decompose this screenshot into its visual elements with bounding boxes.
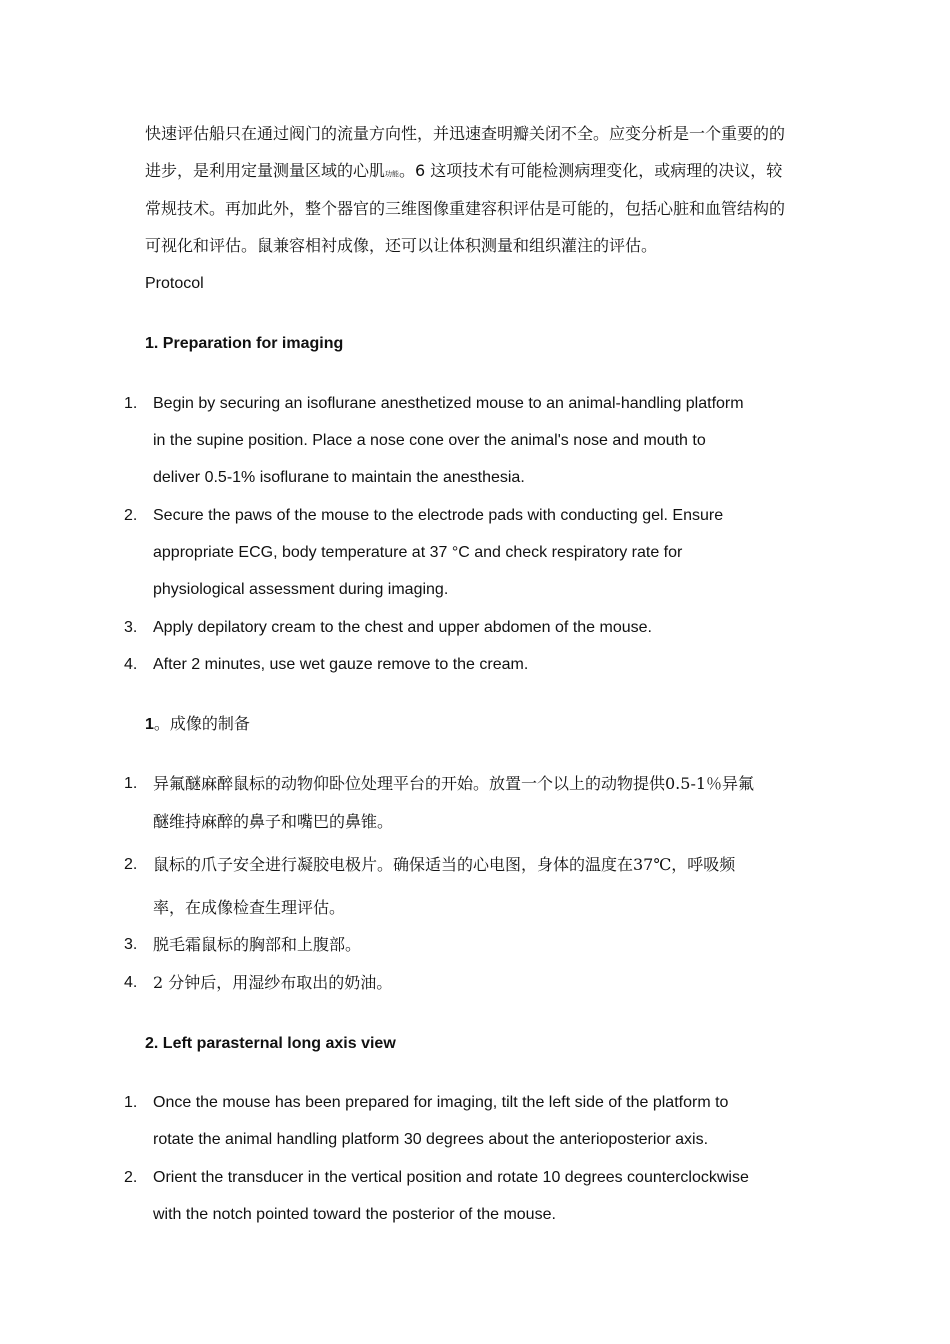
list-item-line: 醚维持麻醉的鼻子和嘴巴的鼻锥。 <box>153 812 394 831</box>
list-item-line: After 2 minutes, use wet gauze remove to the cream. <box>153 656 529 673</box>
list-item-line: in the supine position. Place a nose cone over the animal's nose and mouth to <box>153 432 706 449</box>
list-item-number: 1. <box>124 1094 138 1111</box>
list-item-line: 异氟醚麻醉鼠标的动物仰卧位处理平台的开始。放置一个以上的动物提供0.5-1％异氟 <box>153 774 755 793</box>
intro-line-2 <box>145 161 782 184</box>
list-item-line: 脱毛霜鼠标的胸部和上腹部。 <box>153 935 362 954</box>
list-item-line: deliver 0.5-1% isoflurane to maintain the anesthesia. <box>153 469 525 486</box>
section-heading-text: 。成像的制备 <box>153 714 250 733</box>
section-heading-preparation: 1. Preparation for imaging <box>145 335 344 352</box>
list-item-line: appropriate ECG, body temperature at 37 °C and check respiratory rate for <box>153 544 683 561</box>
list-item-line: physiological assessment during imaging. <box>153 581 449 598</box>
section-heading-number: 1 <box>145 716 154 733</box>
list-item-line: Apply depilatory cream to the chest and upper abdomen of the mouse. <box>153 619 652 636</box>
intro-line-2-sub: 功能 <box>385 170 400 178</box>
list-item-number: 2. <box>124 507 138 524</box>
list-item-line: rotate the animal handling platform 30 degrees about the anterioposterior axis. <box>153 1131 709 1148</box>
list-item-line: Begin by securing an isoflurane anesthetized mouse to an animal-handling platform <box>153 395 744 412</box>
list-item-number: 2. <box>124 856 138 873</box>
list-item-number: 4. <box>124 656 138 673</box>
list-item-line: 2 分钟后，用湿纱布取出的奶油。 <box>153 973 393 992</box>
list-item-line: 率，在成像检查生理评估。 <box>153 898 346 917</box>
list-item-number: 4. <box>124 974 138 991</box>
intro-line-1: 快速评估船只在通过阀门的流量方向性，并迅速查明瓣关闭不全。应变分析是一个重要的的 <box>145 124 786 143</box>
list-item-number: 1. <box>124 395 138 412</box>
list-item-line: 鼠标的爪子安全进行凝胶电极片。确保适当的心电图，身体的温度在37℃，呼吸频 <box>153 855 736 874</box>
intro-line-2-a: 进步，是利用定量测量区域的心肌 <box>145 161 386 180</box>
intro-line-2-b: 。6 这项技术有可能检测病理变化，或病理的决议，较 <box>399 161 783 180</box>
list-item-line: Orient the transducer in the vertical position and rotate 10 degrees counterclockwise <box>153 1169 749 1186</box>
list-item-number: 3. <box>124 936 138 953</box>
protocol-label: Protocol <box>145 275 204 292</box>
list-item-number: 3. <box>124 619 138 636</box>
list-item-number: 2. <box>124 1169 138 1186</box>
list-item-line: Secure the paws of the mouse to the electrode pads with conducting gel. Ensure <box>153 507 724 524</box>
section-heading-parasternal: 2. Left parasternal long axis view <box>145 1035 396 1052</box>
section-heading-preparation-cn <box>145 714 250 735</box>
intro-line-4: 可视化和评估。鼠兼容相衬成像，还可以让体积测量和组织灌注的评估。 <box>145 236 658 255</box>
list-item-line: Once the mouse has been prepared for imaging, tilt the left side of the platform to <box>153 1094 729 1111</box>
list-item-number: 1. <box>124 775 138 792</box>
list-item-line: with the notch pointed toward the posterior of the mouse. <box>153 1206 556 1223</box>
intro-line-3: 常规技术。再加此外，整个器官的三维图像重建容积评估是可能的，包括心脏和血管结构的 <box>145 199 786 218</box>
